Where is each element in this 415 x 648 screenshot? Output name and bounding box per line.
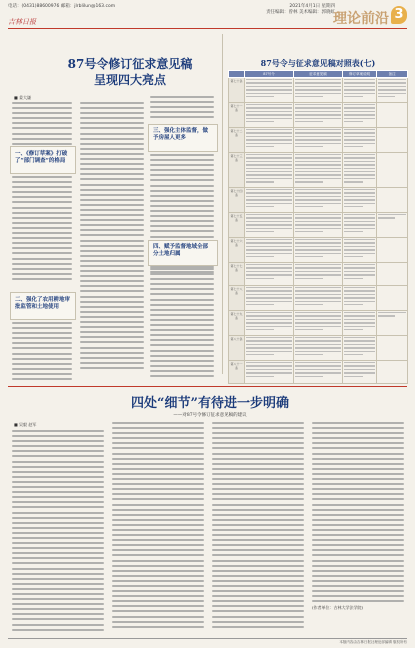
- main-byline: ■ 姜大谦: [14, 95, 32, 100]
- table-cell: [245, 103, 294, 128]
- table-header-col-3: 修订草案说明: [342, 71, 376, 78]
- table-row-label: 第七十五条: [229, 213, 245, 238]
- table-cell: [245, 286, 294, 311]
- page-footer: 本版内容由吉林日报社理论部编辑 版权所有: [339, 640, 407, 644]
- table-row-label: 第七十八条: [229, 286, 245, 311]
- table-cell: [342, 78, 376, 103]
- table-cell: [342, 286, 376, 311]
- table-cell: [377, 361, 408, 384]
- table-row-label: 第八十条: [229, 336, 245, 361]
- table-row: [229, 336, 408, 361]
- author-affiliation: (作者单位：吉林大学法学院): [312, 605, 364, 611]
- table-row-label: 第八十一条: [229, 361, 245, 384]
- table-cell: [342, 103, 376, 128]
- table-cell: [294, 286, 343, 311]
- table-cell: [245, 213, 294, 238]
- bottom-column-3: [212, 422, 304, 631]
- table-cell: [245, 128, 294, 153]
- column-1-mid: [12, 176, 72, 283]
- comparison-table: [228, 70, 408, 384]
- contact-info: 电话：(0431)88600976 邮箱：jlrblilun@163.com: [8, 4, 116, 9]
- header-rule: [8, 28, 407, 29]
- table-row: [229, 311, 408, 336]
- table-cell: [342, 238, 376, 263]
- table-row: [229, 78, 408, 103]
- section-title: 理论前沿: [333, 11, 389, 27]
- table-cell: [294, 153, 343, 188]
- table-header-col-4: 备注: [377, 71, 408, 78]
- bottom-byline: ■ 吴毅 赵军: [14, 422, 37, 427]
- table-cell: [377, 286, 408, 311]
- bottom-subtitle: ——对87号令修订征求意见稿的建议: [173, 413, 247, 418]
- subhead-4: 四、赋予监督地域全部分土地归属: [153, 244, 209, 257]
- table-row-label: 第七十九条: [229, 311, 245, 336]
- table-cell: [342, 361, 376, 384]
- table-cell: [245, 238, 294, 263]
- table-cell: [377, 78, 408, 103]
- table-cell: [294, 103, 343, 128]
- column-1-top: [12, 102, 72, 148]
- column-divider: [222, 34, 223, 374]
- subhead-box-3: [148, 124, 218, 152]
- masthead: 吉林日报: [8, 18, 36, 26]
- page-number-badge: 3: [391, 6, 407, 24]
- table-cell: [245, 188, 294, 213]
- table-row-label: 第七十条: [229, 78, 245, 103]
- bottom-article-rule: [8, 386, 407, 387]
- headline-line-1: 87号令修订征求意见稿: [67, 57, 193, 71]
- table-body: [229, 78, 408, 384]
- table-row-label: 第七十一条: [229, 103, 245, 128]
- table-cell: [377, 153, 408, 188]
- table-cell: [245, 78, 294, 103]
- column-1-bottom: [12, 322, 72, 383]
- subhead-1: 一、《修订草案》打破了“部门调查”的格局: [15, 151, 68, 164]
- table-cell: [377, 213, 408, 238]
- table-cell: [377, 238, 408, 263]
- subhead-3: 三、强化主体监督，做予房屋人更多: [153, 128, 209, 141]
- bottom-column-1: [12, 430, 104, 634]
- column-3-bottom: [150, 268, 214, 380]
- bottom-column-2: [112, 422, 204, 631]
- table-cell: [294, 311, 343, 336]
- table-row: [229, 286, 408, 311]
- table-cell: [294, 336, 343, 361]
- table-cell: [294, 78, 343, 103]
- table-cell: [342, 128, 376, 153]
- subhead-box-2: [10, 292, 76, 320]
- bottom-column-4: [312, 422, 404, 611]
- table-cell: [377, 336, 408, 361]
- table-cell: [294, 128, 343, 153]
- subhead-box-4: [148, 240, 218, 266]
- table-row: [229, 153, 408, 188]
- table-row: [229, 361, 408, 384]
- table-cell: [342, 188, 376, 213]
- table-title: 87号令与征求意见稿对照表(七): [260, 58, 376, 68]
- table-cell: [294, 263, 343, 286]
- table-cell: [294, 213, 343, 238]
- table-header-blank: [229, 71, 245, 78]
- table-row-label: 第七十七条: [229, 263, 245, 286]
- table-cell: [245, 153, 294, 188]
- table-header-col-2: 征求意见稿: [294, 71, 343, 78]
- table-cell: [377, 311, 408, 336]
- column-2: [80, 102, 144, 372]
- headline-line-2: 呈现四大亮点: [93, 73, 166, 87]
- table-row: [229, 263, 408, 286]
- table-cell: [245, 263, 294, 286]
- table-row: [229, 213, 408, 238]
- table-row: [229, 128, 408, 153]
- footer-rule: [8, 638, 407, 639]
- main-headline: [50, 56, 210, 88]
- table-row: [229, 188, 408, 213]
- subhead-2: 二、强化了农用耕地审批监管和土地使用: [15, 297, 71, 310]
- subhead-box-1: [10, 146, 76, 174]
- table-cell: [342, 153, 376, 188]
- table-row-label: 第七十二条: [229, 128, 245, 153]
- table-cell: [377, 188, 408, 213]
- table-cell: [294, 188, 343, 213]
- table-cell: [342, 213, 376, 238]
- table-cell: [342, 263, 376, 286]
- bottom-headline: 四处“细节”有待进一步明确: [131, 396, 289, 411]
- table-row: [229, 238, 408, 263]
- table-header-row: [229, 71, 408, 78]
- table-row-label: 第七十四条: [229, 188, 245, 213]
- table-cell: [377, 103, 408, 128]
- table-cell: [245, 361, 294, 384]
- table-row-label: 第七十六条: [229, 238, 245, 263]
- table-cell: [342, 336, 376, 361]
- table-cell: [245, 336, 294, 361]
- column-3-top: [150, 96, 214, 121]
- table-row-label: 第七十三条: [229, 153, 245, 188]
- table-cell: [294, 238, 343, 263]
- table-row: [229, 103, 408, 128]
- table-header-col-1: 87号令: [245, 71, 294, 78]
- table-cell: [377, 263, 408, 286]
- table-cell: [342, 311, 376, 336]
- table-cell: [245, 311, 294, 336]
- date-info: 2021年4月1日 星期四 责任编辑：曾林 美术编辑：郭晓虹: [266, 4, 335, 15]
- table-cell: [294, 361, 343, 384]
- table-cell: [377, 128, 408, 153]
